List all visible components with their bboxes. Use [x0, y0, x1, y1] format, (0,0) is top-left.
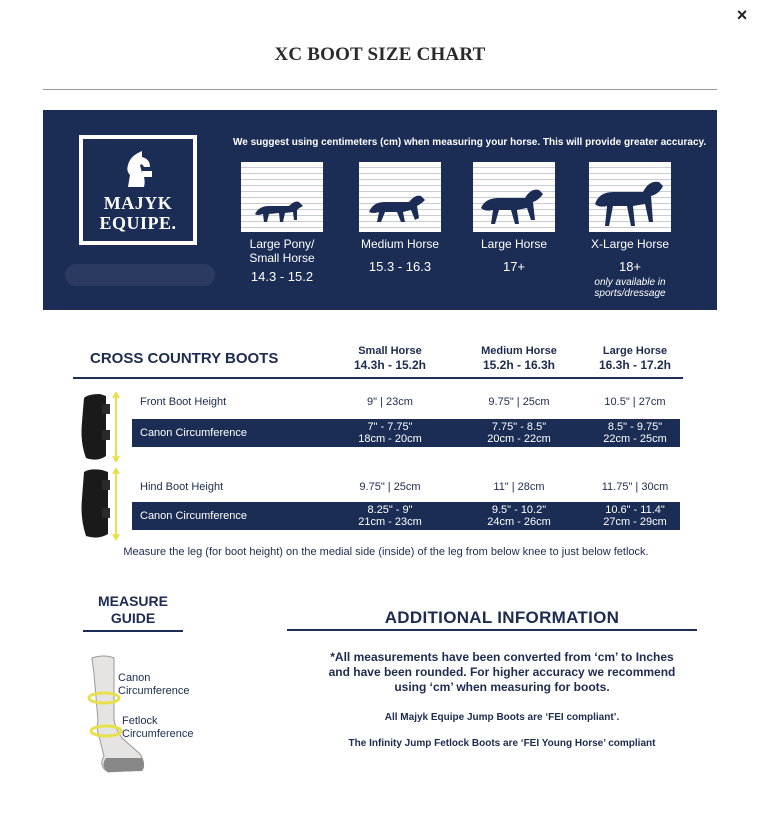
size-label-line2: Small Horse	[249, 251, 315, 265]
table-cell: 9.75" | 25cm	[488, 396, 550, 408]
close-button[interactable]: ×	[736, 5, 748, 25]
hind-boot-icon	[78, 468, 124, 542]
row-label-hind-canon: Canon Circumference	[140, 510, 247, 522]
size-value: 14.3 - 15.2	[250, 269, 314, 284]
title-divider	[43, 89, 717, 90]
table-cell: 10.5" | 27cm	[604, 396, 666, 408]
majyk-equipe-logo	[79, 135, 197, 245]
table-cell: 10.6" - 11.4" 27cm - 29cm	[603, 504, 667, 528]
cross-country-title: CROSS COUNTRY BOOTS	[90, 350, 279, 367]
measure-guide-divider	[83, 630, 183, 632]
column-header-small: Small Horse 14.3h - 15.2h	[353, 345, 427, 372]
horse-icon	[359, 162, 441, 232]
size-note-line2: sports/dressage	[594, 288, 666, 299]
table-cell: 7.75" - 8.5" 20cm - 22cm	[487, 421, 551, 445]
modal-title: XC BOOT SIZE CHART	[274, 44, 486, 65]
size-note: only available in	[594, 277, 666, 288]
blurred-bar	[65, 264, 215, 286]
measure-guide-title: MEASURE GUIDE	[97, 593, 168, 626]
table-cell: 8.5" - 9.75" 22cm - 25cm	[603, 421, 667, 445]
size-label: Large Pony/	[249, 237, 315, 251]
front-boot-icon	[78, 392, 124, 464]
size-value: 15.3 - 16.3	[368, 259, 432, 274]
measure-instruction: Measure the leg (for boot height) on the medial side (inside) of the leg from below knee to just below fetlock.	[123, 546, 649, 558]
size-card-xlarge-horse	[589, 162, 671, 299]
size-value: 18+	[618, 259, 642, 274]
size-label: Large Horse	[480, 237, 548, 251]
row-label-hind-height: Hind Boot Height	[140, 481, 224, 493]
table-cell: 9" | 23cm	[367, 396, 413, 408]
horse-silhouette-image	[241, 162, 323, 232]
horse-silhouette-image	[359, 162, 441, 232]
logo-line1: MAJYK	[103, 193, 173, 213]
canon-circumference-label: Canon Circumference	[118, 672, 190, 697]
young-horse-note: The Infinity Jump Fetlock Boots are ‘FEI Young Horse’ compliant	[348, 738, 656, 749]
size-value: 17+	[502, 259, 526, 274]
measure-suggestion: We suggest using centimeters (cm) when measuring your horse. This will provide greater accuracy.	[233, 137, 707, 148]
size-card-large-pony	[241, 162, 323, 284]
additional-info-title: ADDITIONAL INFORMATION	[384, 608, 620, 627]
additional-info-divider	[287, 629, 697, 631]
conversion-note: *All measurements have been converted from ‘cm’ to Inches and have been rounded. For higher accuracy we recommend using ‘cm’ when measuring for boots.	[328, 650, 676, 694]
knight-logo-icon	[120, 149, 156, 189]
horse-icon	[589, 162, 671, 232]
table-divider	[73, 377, 683, 379]
front-canon-row	[132, 419, 680, 447]
table-cell: 8.25" - 9" 21cm - 23cm	[358, 504, 422, 528]
size-label: Medium Horse	[360, 237, 440, 251]
column-header-large: Large Horse 16.3h - 17.2h	[598, 345, 672, 372]
table-cell: 9.5" - 10.2" 24cm - 26cm	[487, 504, 551, 528]
logo-line2: EQUIPE.	[99, 213, 177, 233]
table-cell: 11" | 28cm	[493, 481, 545, 493]
hind-canon-row	[132, 502, 680, 530]
table-cell: 7" - 7.75" 18cm - 20cm	[358, 421, 422, 445]
row-label-front-height: Front Boot Height	[140, 396, 227, 408]
table-cell: 11.75" | 30cm	[601, 481, 669, 493]
horse-silhouette-image	[589, 162, 671, 232]
fei-compliance-note: All Majyk Equipe Jump Boots are ‘FEI compliant’.	[384, 712, 620, 723]
size-card-medium-horse	[359, 162, 441, 274]
fetlock-circumference-label: Fetlock Circumference	[122, 715, 194, 740]
size-banner	[43, 110, 717, 310]
horse-icon	[473, 162, 555, 232]
horse-silhouette-image	[473, 162, 555, 232]
size-label: X-Large Horse	[590, 237, 670, 251]
row-label-front-canon: Canon Circumference	[140, 427, 247, 439]
column-header-medium: Medium Horse 15.2h - 16.3h	[481, 345, 557, 372]
horse-icon	[241, 162, 323, 232]
size-card-large-horse	[473, 162, 555, 274]
table-cell: 9.75" | 25cm	[359, 481, 421, 493]
